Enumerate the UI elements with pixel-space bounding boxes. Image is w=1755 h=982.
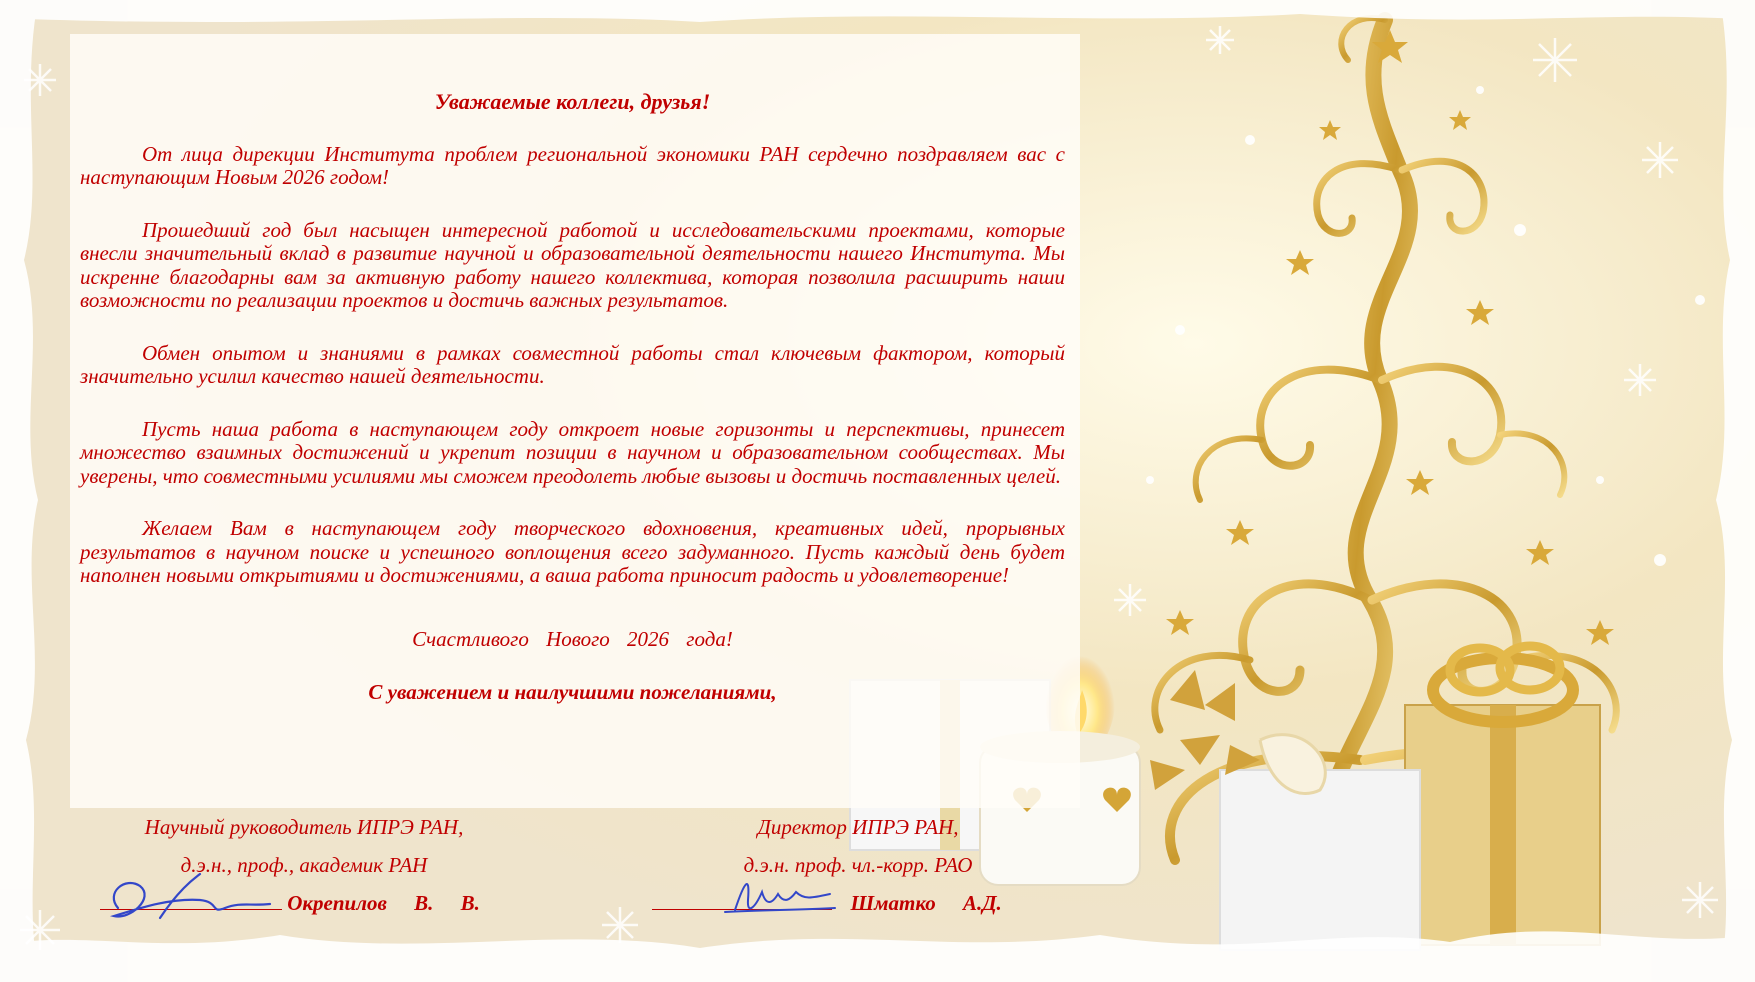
salutation: Уважаемые коллеги, друзья!	[434, 89, 711, 114]
signatory-name: Шматко А.Д.	[850, 891, 1002, 915]
signatory-credentials: д.э.н. проф. чл.-корр. РАО	[743, 853, 973, 877]
closing-wish: Счастливого Нового 2026 года!	[412, 626, 733, 651]
letter-paragraph: Прошедший год был насыщен интересной работой и исследовательскими проектами, которые внесли значительный вклад в развитие научной и образовательной деятельности нашего Института. Мы искренне благодарны вам за активную работу нашего коллектива, которая позволила расширить наши возможности по реализации проектов и достичь важных результатов.	[80, 217, 1065, 312]
letter-paragraph: Обмен опытом и знаниями в рамках совместной работы стал ключевым фактором, который значительно усилил качество нашей деятельности.	[80, 340, 1065, 388]
signatory-credentials: д.э.н., проф., академик РАН	[180, 853, 428, 877]
signatory-right	[638, 815, 1078, 891]
signatory-title: Директор ИПРЭ РАН,	[757, 815, 959, 839]
letter-paragraph: Желаем Вам в наступающем году творческого вдохновения, креативных идей, прорывных результатов в научном поиске и успешного воплощения всего задуманного. Пусть каждый день будет наполнен новыми открытиями и достижениями, а ваша работа приносит радость и удовлетворение!	[80, 516, 1065, 587]
letter-paragraph: Пусть наша работа в наступающем году откроет новые горизонты и перспективы, принесет множество взаимных достижений и укрепит позиции в научном и образовательном сообществах. Мы уверены, что совместными усилиями мы сможем преодолеть любые вызовы и достичь поставленных целей.	[80, 416, 1065, 488]
handwritten-signature-icon	[720, 870, 840, 926]
closing-regards: С уважением и наилучшими пожеланиями,	[368, 680, 777, 704]
signatory-title: Научный руководитель ИПРЭ РАН,	[144, 815, 464, 839]
greeting-letter	[80, 90, 1065, 705]
handwritten-signature-icon	[100, 868, 290, 934]
letter-paragraph: От лица дирекции Института проблем региональной экономики РАН сердечно поздравляем вас с наступающим Новым 2026 годом!	[80, 141, 1065, 189]
signatory-name: Окрепилов В. В.	[287, 891, 480, 915]
